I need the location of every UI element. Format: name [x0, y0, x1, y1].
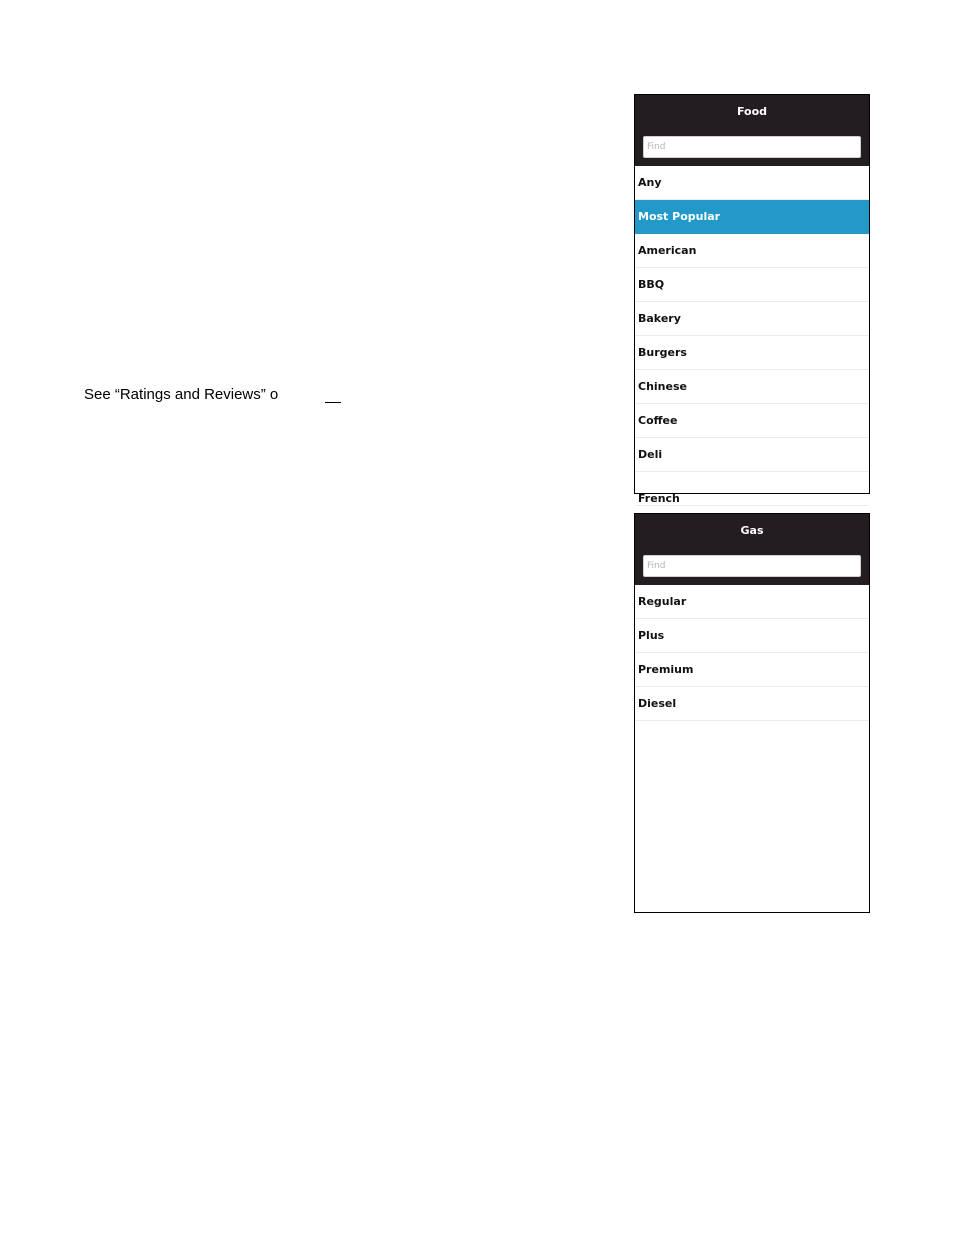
food-screen: [634, 94, 870, 505]
gas-item-regular[interactable]: Regular: [635, 585, 869, 619]
food-list: [635, 166, 869, 506]
food-item-american[interactable]: American: [635, 234, 869, 268]
gas-find-input[interactable]: [643, 555, 861, 577]
food-item-chinese[interactable]: Chinese: [635, 370, 869, 404]
food-find-input[interactable]: [643, 136, 861, 158]
gas-screen: [634, 513, 870, 913]
food-item-bakery[interactable]: Bakery: [635, 302, 869, 336]
gas-title: Gas: [740, 524, 764, 537]
gas-list: [635, 585, 869, 721]
food-item-french[interactable]: French: [635, 472, 869, 506]
food-item-any[interactable]: Any: [635, 166, 869, 200]
food-item-bbq[interactable]: BBQ: [635, 268, 869, 302]
food-item-deli[interactable]: Deli: [635, 438, 869, 472]
body-text: See “Ratings and Reviews” o: [84, 386, 279, 403]
food-title: Food: [736, 105, 768, 118]
gas-header: [635, 514, 869, 585]
gas-item-plus[interactable]: Plus: [635, 619, 869, 653]
gas-item-diesel[interactable]: Diesel: [635, 687, 869, 721]
food-item-most-popular[interactable]: Most Popular: [635, 200, 869, 234]
gas-item-premium[interactable]: Premium: [635, 653, 869, 687]
food-item-coffee[interactable]: Coffee: [635, 404, 869, 438]
food-header: [635, 95, 869, 166]
food-item-burgers[interactable]: Burgers: [635, 336, 869, 370]
underline-fragment: [325, 402, 341, 403]
